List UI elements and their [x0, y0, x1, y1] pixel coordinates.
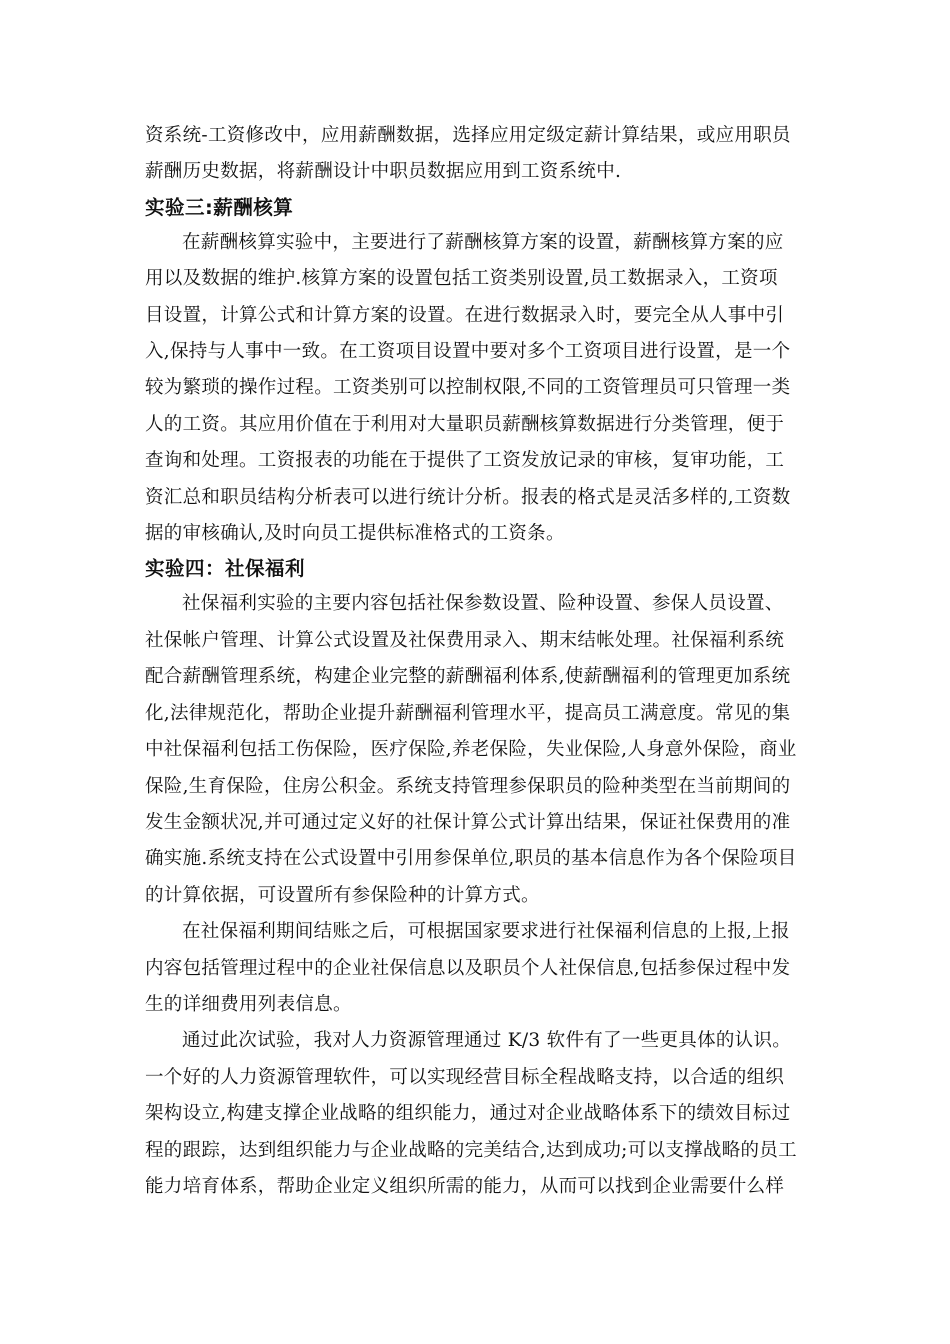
section-heading-experiment-3: 实验三:薪酬核算 [145, 195, 294, 219]
text-line: 中社保福利包括工伤保险，医疗保险,养老保险，失业保险,人身意外保险，商业 [145, 739, 797, 761]
text-line: 薪酬历史数据，将薪酬设计中职员数据应用到工资系统中. [145, 161, 622, 183]
text-line: 通过此次试验，我对人力资源管理通过 K/3 软件有了一些更具体的认识。 [182, 1030, 792, 1052]
text-line: 在薪酬核算实验中，主要进行了薪酬核算方案的设置，薪酬核算方案的应 [182, 231, 784, 253]
section-4-paragraph-2 [145, 914, 810, 1023]
text-line: 发生金额状况,并可通过定义好的社保计算公式计算出结果，保证社保费用的准 [145, 811, 791, 833]
text-line: 生的详细费用列表信息。 [145, 993, 352, 1015]
intro-paragraph [145, 118, 810, 191]
text-line: 内容包括管理过程中的企业社保信息以及职员个人社保信息,包括参保过程中发 [145, 957, 791, 979]
text-line: 目设置，计算公式和计算方案的设置。在进行数据录入时，要完全从人事中引 [145, 304, 785, 326]
text-line: 的计算依据，可设置所有参保险种的计算方式。 [145, 884, 540, 906]
section-4-paragraph-1 [145, 586, 810, 914]
text-line: 社保帐户管理、计算公式设置及社保费用录入、期末结帐处理。社保福利系统 [145, 629, 785, 651]
text-line: 架构设立,构建支撑企业战略的组织能力，通过对企业战略体系下的绩效目标过 [145, 1103, 791, 1125]
section-heading-experiment-4: 实验四：社保福利 [145, 557, 306, 581]
text-line: 较为繁琐的操作过程。工资类别可以控制权限,不同的工资管理员可只管理一类 [145, 377, 791, 399]
text-line: 社保福利实验的主要内容包括社保参数设置、险种设置、参保人员设置、 [182, 593, 784, 615]
text-line: 程的跟踪，达到组织能力与企业战略的完美结合,达到成功;可以支撑战略的员工 [145, 1139, 797, 1161]
text-line: 用以及数据的维护.核算方案的设置包括工资类别设置,员工数据录入，工资项 [145, 268, 778, 290]
text-line: 资系统-工资修改中，应用薪酬数据，选择应用定级定薪计算结果，或应用职员 [145, 125, 791, 146]
text-line: 能力培育体系，帮助企业定义组织所需的能力，从而可以找到企业需要什么样 [145, 1175, 785, 1197]
text-line: 入,保持与人事中一致。在工资项目设置中要对多个工资项目进行设置，是一个 [145, 341, 791, 363]
text-line: 一个好的人力资源管理软件，可以实现经营目标全程战略支持，以合适的组织 [145, 1066, 785, 1088]
text-line: 据的审核确认,及时向员工提供标准格式的工资条。 [145, 523, 565, 545]
text-line: 人的工资。其应用价值在于利用对大量职员薪酬核算数据进行分类管理，便于 [145, 413, 785, 435]
text-line: 确实施.系统支持在公式设置中引用参保单位,职员的基本信息作为各个保险项目 [145, 848, 797, 870]
document-body [145, 118, 810, 1205]
text-line: 化,法律规范化，帮助企业提升薪酬福利管理水平，提高员工满意度。常见的集 [145, 702, 791, 724]
section-3-paragraph [145, 225, 810, 553]
text-line: 保险,生育保险，住房公积金。系统支持管理参保职员的险种类型在当前期间的 [145, 775, 791, 797]
text-line: 资汇总和职员结构分析表可以进行统计分析。报表的格式是灵活多样的,工资数 [145, 486, 791, 508]
text-line: 在社保福利期间结账之后，可根据国家要求进行社保福利信息的上报,上报 [182, 921, 790, 943]
text-line: 配合薪酬管理系统，构建企业完整的薪酬福利体系,使薪酬福利的管理更加系统 [145, 666, 791, 688]
conclusion-paragraph [145, 1023, 810, 1205]
text-line: 查询和处理。工资报表的功能在于提供了工资发放记录的审核，复审功能，工 [145, 450, 785, 472]
